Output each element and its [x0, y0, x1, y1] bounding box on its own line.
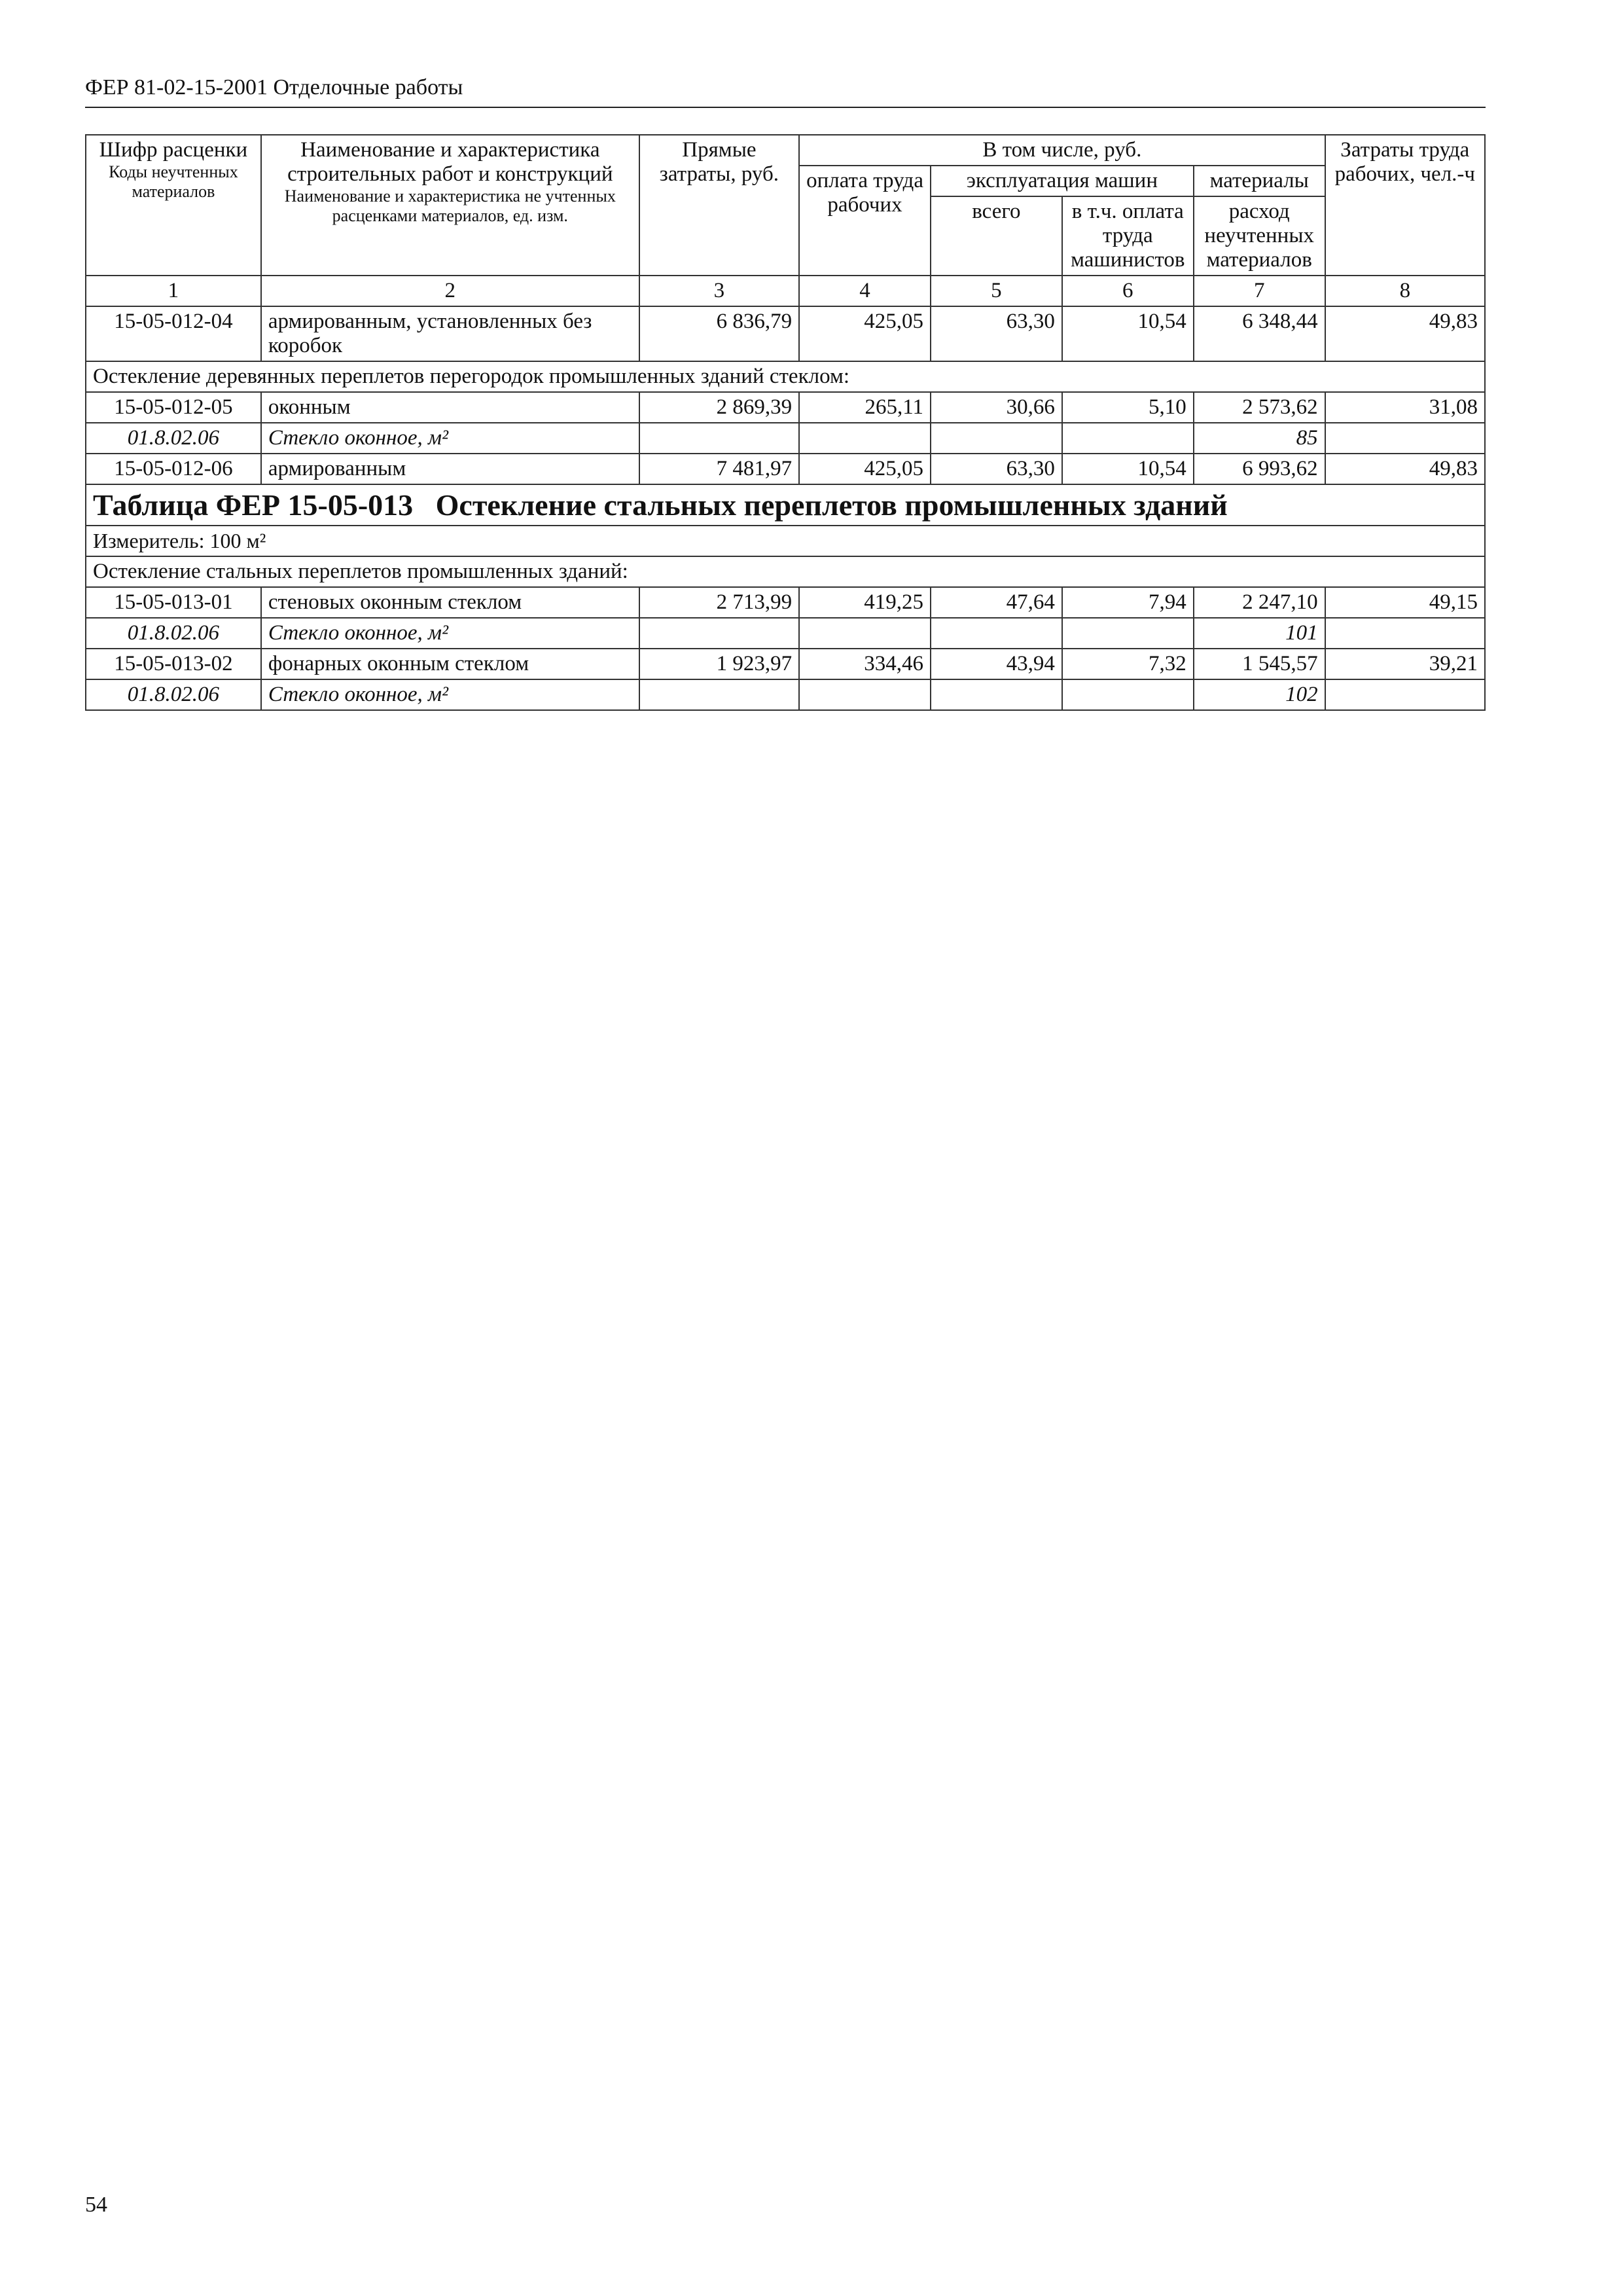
material-name: Стекло оконное, м²	[261, 423, 639, 454]
material-machines	[931, 423, 1062, 454]
document-page	[85, 75, 1486, 711]
data-materials: 1 545,57	[1194, 649, 1325, 679]
material-labor	[799, 618, 931, 649]
material-labor	[799, 679, 931, 710]
data-materials: 2 573,62	[1194, 392, 1325, 423]
material-direct	[639, 423, 799, 454]
data-machine_labor: 7,94	[1062, 587, 1194, 618]
machines-total-header: всего	[931, 196, 1062, 276]
machines-header: эксплуатация машин	[931, 166, 1194, 196]
data-labor_cost: 49,83	[1325, 454, 1485, 484]
material-materials: 102	[1194, 679, 1325, 710]
data-labor_cost: 31,08	[1325, 392, 1485, 423]
data-name: армированным	[261, 454, 639, 484]
material-machines	[931, 618, 1062, 649]
data-direct: 6 836,79	[639, 306, 799, 361]
table-title: Таблица ФЕР 15-05-013 Остекление стальных переплетов промышленных зданий	[86, 484, 1485, 526]
direct-cost-header: Прямые затраты, руб.	[639, 135, 799, 276]
data-direct: 2 869,39	[639, 392, 799, 423]
material-labor_cost	[1325, 679, 1485, 710]
labor-cost-header: Затраты труда рабочих, чел.-ч	[1325, 135, 1485, 276]
data-machine_labor: 10,54	[1062, 454, 1194, 484]
data-machine_labor: 7,32	[1062, 649, 1194, 679]
data-direct: 2 713,99	[639, 587, 799, 618]
data-machines: 63,30	[931, 306, 1062, 361]
data-machines: 47,64	[931, 587, 1062, 618]
material-name: Стекло оконное, м²	[261, 618, 639, 649]
including-header: В том числе, руб.	[799, 135, 1325, 166]
data-labor: 265,11	[799, 392, 931, 423]
material-use-header: расход неучтенных материалов	[1194, 196, 1325, 276]
data-name: армированным, установленных без коробок	[261, 306, 639, 361]
data-code: 15-05-012-06	[86, 454, 261, 484]
price-table: Шифр расценки Коды неучтенных материалов Наименование и характеристика строительных работ и конструкций Наименование и характеристика не учтенных расценками материалов, ед. изм. Прямые затраты, руб. В том числе, руб. Затраты труда рабочих, чел.-ч оплата труда рабочих эксплуатация машин материалы всего в т.ч. оплата труда машинистов расход неучтенных материалов 1 2 3 4 5 6 7 8 15-05-012-04 армированным, установленных без коробок 6 836,79 425,05 63,30 10,54 6 348,44 49,83 Остекление деревянных переплетов перегородок промышленных зданий стеклом: 15-05-012-05 оконным 2 869,39 265,11 30,66 5,10 2 573,62 31,08 01.8.02.06 Стекло оконное, м² 85 15-05-012-06 армированным 7 481,97 425,05 63,30 10,54 6 993,62 49,83 Таблица ФЕР 15-05-013 Остекление стальных переплетов промышленных зданий Измеритель: 100 м² Остекление стальных переплетов промышленных зданий: 15-05-013-01 стеновых оконным стеклом 2 713,99 419,25 47,64 7,94 2 247,10 49,15 01.8.02.06 Стекло оконное, м² 101 15-05-013-02 фонарных оконным стеклом 1 923,97 334,46 43,94 7,32 1 545,57 39,21 01.8.02.06 Стекло оконное, м² 102	[85, 134, 1486, 711]
data-materials: 2 247,10	[1194, 587, 1325, 618]
code-header: Шифр расценки Коды неучтенных материалов	[86, 135, 261, 276]
materials-header: материалы	[1194, 166, 1325, 196]
data-labor: 419,25	[799, 587, 931, 618]
data-machine_labor: 10,54	[1062, 306, 1194, 361]
data-labor_cost: 49,15	[1325, 587, 1485, 618]
page-number: 54	[85, 2193, 107, 2217]
data-materials: 6 993,62	[1194, 454, 1325, 484]
material-code: 01.8.02.06	[86, 618, 261, 649]
data-name: оконным	[261, 392, 639, 423]
data-code: 15-05-012-05	[86, 392, 261, 423]
data-machines: 30,66	[931, 392, 1062, 423]
data-code: 15-05-013-02	[86, 649, 261, 679]
material-materials: 101	[1194, 618, 1325, 649]
unit-row: Измеритель: 100 м²	[86, 526, 1485, 556]
data-labor: 334,46	[799, 649, 931, 679]
name-header: Наименование и характеристика строительных работ и конструкций Наименование и характеристика не учтенных расценками материалов, ед. изм.	[261, 135, 639, 276]
data-labor_cost: 49,83	[1325, 306, 1485, 361]
data-materials: 6 348,44	[1194, 306, 1325, 361]
data-direct: 7 481,97	[639, 454, 799, 484]
data-direct: 1 923,97	[639, 649, 799, 679]
data-machine_labor: 5,10	[1062, 392, 1194, 423]
material-code: 01.8.02.06	[86, 679, 261, 710]
material-code: 01.8.02.06	[86, 423, 261, 454]
material-direct	[639, 679, 799, 710]
page-header: ФЕР 81-02-15-2001 Отделочные работы	[85, 75, 1486, 108]
data-labor: 425,05	[799, 454, 931, 484]
material-direct	[639, 618, 799, 649]
group-row: Остекление стальных переплетов промышленных зданий:	[86, 556, 1485, 587]
data-machines: 63,30	[931, 454, 1062, 484]
material-machine_labor	[1062, 423, 1194, 454]
group-row: Остекление деревянных переплетов перегородок промышленных зданий стеклом:	[86, 361, 1485, 392]
material-labor	[799, 423, 931, 454]
data-labor_cost: 39,21	[1325, 649, 1485, 679]
data-code: 15-05-013-01	[86, 587, 261, 618]
data-code: 15-05-012-04	[86, 306, 261, 361]
data-name: фонарных оконным стеклом	[261, 649, 639, 679]
data-machines: 43,94	[931, 649, 1062, 679]
material-machines	[931, 679, 1062, 710]
material-name: Стекло оконное, м²	[261, 679, 639, 710]
material-labor_cost	[1325, 423, 1485, 454]
material-labor_cost	[1325, 618, 1485, 649]
data-name: стеновых оконным стеклом	[261, 587, 639, 618]
data-labor: 425,05	[799, 306, 931, 361]
machine-labor-header: в т.ч. оплата труда машинистов	[1062, 196, 1194, 276]
material-materials: 85	[1194, 423, 1325, 454]
material-machine_labor	[1062, 618, 1194, 649]
material-machine_labor	[1062, 679, 1194, 710]
labor-header: оплата труда рабочих	[799, 166, 931, 276]
